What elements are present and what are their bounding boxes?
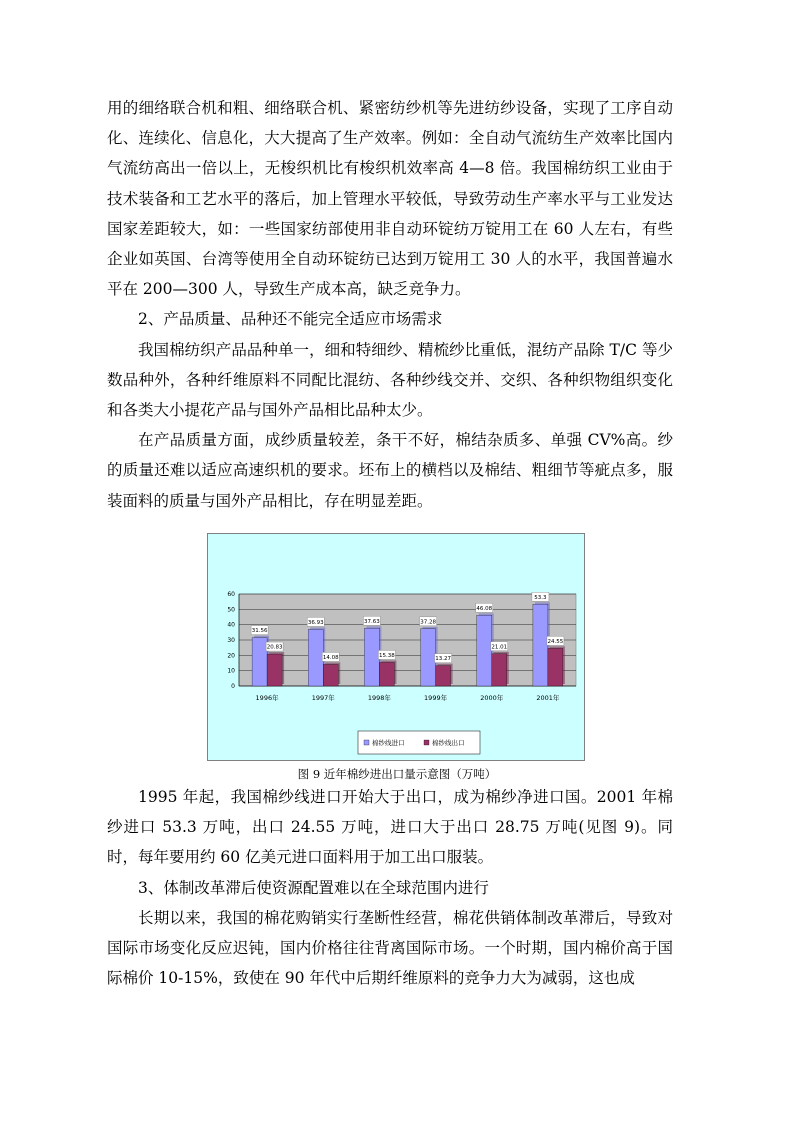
bar-export	[379, 662, 394, 686]
legend-swatch	[424, 740, 429, 745]
bar-import	[477, 615, 492, 686]
legend-label: 棉纱线进口	[372, 739, 405, 747]
x-category-label: 2001年	[536, 694, 560, 702]
data-label: 14.08	[322, 654, 339, 661]
bar-import	[533, 604, 548, 686]
data-label: 24.55	[547, 638, 564, 645]
legend-swatch	[364, 740, 369, 745]
bar-import	[364, 628, 379, 686]
bar-export	[323, 664, 338, 686]
bar-import	[308, 629, 323, 686]
y-tick-label: 20	[227, 652, 235, 660]
section-heading-3: 3、体制改革滞后使资源配置难以在全球范围内进行	[138, 878, 489, 897]
bar-export	[548, 648, 563, 686]
x-category-label: 2000年	[480, 694, 504, 702]
paragraph-trade: 1995 年起，我国棉纱线进口开始大于出口，成为棉纱净进口国。2001 年棉纱进口 53.3 万吨，出口 24.55 万吨，进口大于出口 28.75 万吨(见图 9)。同时，每年要用约 60 亿美元进口面料用于加工出口服装。	[107, 788, 673, 867]
data-label: 37.28	[420, 619, 436, 626]
y-tick-label: 30	[227, 637, 235, 644]
legend-label: 棉纱线出口	[432, 739, 465, 747]
y-tick-label: 0	[231, 683, 235, 690]
section-heading-2: 2、产品质量、品种还不能完全适应市场需求	[138, 310, 443, 329]
data-label: 46.08	[476, 605, 493, 612]
y-tick-label: 50	[227, 606, 235, 614]
body-text-top	[107, 93, 673, 516]
bar-export	[267, 654, 282, 686]
data-label: 36.93	[307, 619, 324, 626]
bar-import	[252, 638, 267, 686]
data-label: 37.63	[364, 618, 380, 625]
y-tick-label: 40	[227, 621, 235, 629]
y-tick-label: 10	[227, 667, 235, 675]
paragraph-equipment: 用的细络联合机和粗、细络联合机、紧密纺纱机等先进纺纱设备，实现了工序自动化、连续化、信息化，大大提高了生产效率。例如：全自动气流纺生产效率比国内气流纺高出一倍以上，无梭织机比有梭织机效率高 4—8 倍。我国棉纺织工业由于技术装备和工艺水平的落后，加上管理水平较低，导致劳动生产率水平与工业发达国家差距较大，如：一些国家纺部使用非自动环锭纺万锭用工在 60 人左右，有些企业如英国、台湾等使用全自动环锭纺已达到万锭用工 30 人的水平，我国普遍水平在 200—300 人，导致生产成本高，缺乏竞争力。	[107, 99, 673, 299]
x-category-label: 1998年	[367, 694, 391, 702]
data-label: 20.83	[266, 644, 283, 651]
paragraph-varieties: 我国棉纺织产品品种单一，细和特细纱、精梳纱比重低，混纺产品除 T/C 等少数品种外，各种纤维原料不同配比混纺、各种纱线交并、交织、各种织物组织变化和各类大小提花产品与国外产品相比品种太少。	[107, 340, 673, 420]
y-tick-label: 60	[227, 591, 235, 598]
bar-import	[421, 629, 436, 686]
x-category-label: 1997年	[311, 694, 335, 702]
data-label: 31.56	[251, 628, 268, 635]
import-export-chart	[207, 533, 585, 761]
x-category-label: 1996年	[255, 694, 279, 702]
data-label: 21.01	[491, 644, 508, 651]
paragraph-reform: 长期以来，我国的棉花购销实行垄断性经营，棉花供销体制改革滞后，导致对国际市场变化反应迟钝，国内价格往往背离国际市场。一个时期，国内棉价高于国际棉价 10-15%，致使在 90 年代中后期纤维原料的竞争力大为减弱，这也成	[107, 908, 673, 988]
chart-canvas	[208, 534, 586, 762]
x-category-label: 1999年	[424, 694, 448, 702]
body-text-bottom	[107, 782, 673, 993]
bar-export	[492, 654, 507, 686]
data-label: 53.3	[534, 594, 547, 601]
bar-export	[436, 666, 451, 686]
figure-caption: 图 9 近年棉纱进出口量示意图（万吨）	[297, 767, 497, 781]
data-label: 13.27	[435, 656, 451, 663]
paragraph-quality: 在产品质量方面，成纱质量较差，条干不好，棉结杂质多、单强 CV%高。纱的质量还难以适应高速织机的要求。坯布上的横档以及棉结、粗细节等疵点多，服装面料的质量与国外产品相比，存在明显差距。	[107, 431, 673, 510]
data-label: 15.38	[379, 652, 395, 659]
